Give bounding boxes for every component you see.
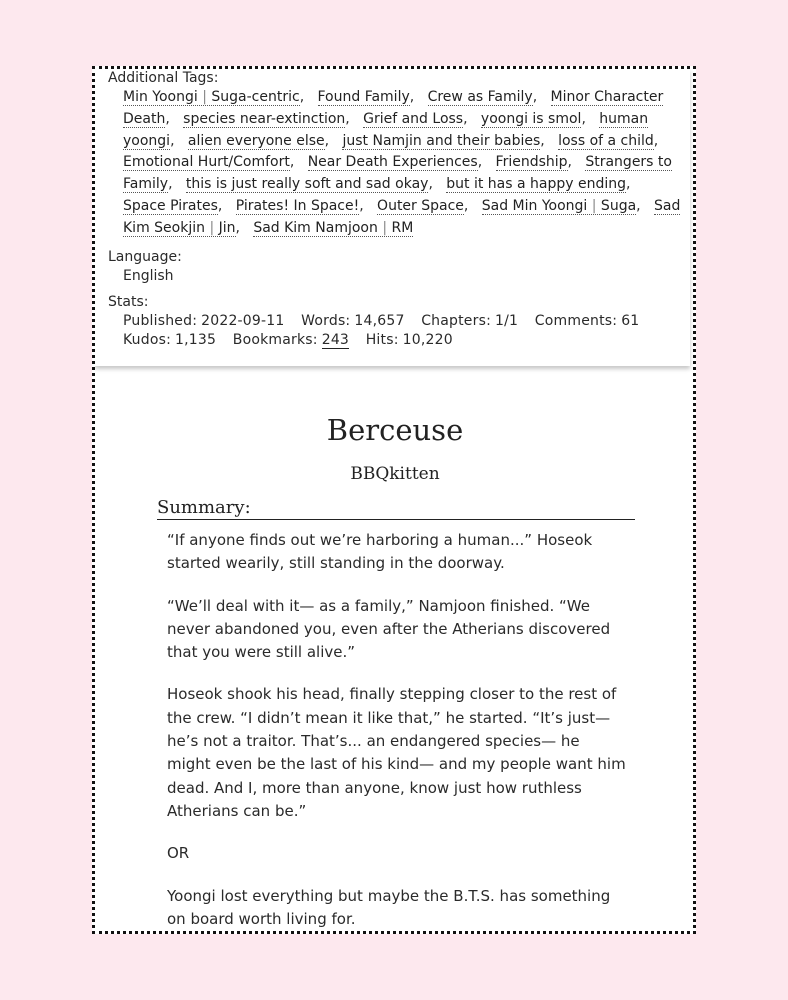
words-value: 14,657	[354, 313, 405, 329]
work-meta	[95, 69, 690, 366]
work-title: Berceuse	[326, 413, 464, 447]
hits-value: 10,220	[402, 332, 453, 348]
comments-value: 61	[621, 313, 640, 329]
tag-link[interactable]: Found Family	[317, 89, 410, 105]
tag-link[interactable]: Outer Space	[377, 197, 464, 214]
stats-line-2	[123, 331, 683, 350]
hits-label: Hits:	[365, 332, 399, 348]
tag-list: Min Yoongi | Suga-centric, Found Family, Crew as Family, Minor Character Death, species near-extinction, Grief and Loss, yoongi is smol, human yoongi, alien everyone else, just Namjin and their babies, loss of a child, Emotional Hurt/Comfort, Near Death Experiences, Friendship, Strangers to Family, this is just really soft and sad okay, but it has a happy ending, Space Pirates, Pirates! In Space!, Outer Space, Sad Min Yoongi | Suga, Sad Kim Seokjin | Jin, Sad Kim Namjoon | RM	[123, 89, 681, 236]
tag-link[interactable]: loss of a child	[558, 132, 654, 149]
tag-link[interactable]: Friendship	[495, 154, 568, 171]
summary-heading: Summary:	[157, 497, 635, 520]
tag-link[interactable]: Emotional Hurt/Comfort	[123, 154, 290, 171]
kudos-value: 1,135	[175, 332, 217, 348]
summary-paragraph: “We’ll deal with it— as a family,” Namjoon finished. “We never abandoned you, even after the Atherians discovered that you were still alive.”	[167, 596, 611, 662]
summary-body	[167, 529, 627, 934]
tag-link[interactable]: Near Death Experiences	[307, 154, 478, 171]
tag-link[interactable]: alien everyone else	[187, 132, 325, 149]
tag-link[interactable]: Pirates! In Space!	[235, 197, 360, 214]
tag-link[interactable]: this is just really soft and sad okay	[185, 176, 429, 193]
tag-link[interactable]: just Namjin and their babies	[342, 132, 541, 149]
language-label: Language:	[108, 249, 182, 265]
stats-label: Stats:	[108, 294, 149, 310]
additional-tags-label: Additional Tags:	[108, 70, 219, 86]
words-label: Words:	[301, 313, 351, 329]
bookmarks-label: Bookmarks:	[232, 332, 318, 348]
tag-link[interactable]: Minor Character Death	[123, 89, 664, 127]
kudos-label: Kudos:	[123, 332, 172, 348]
tag-link[interactable]: Sad Kim Seokjin | Jin	[123, 197, 681, 236]
published-value: 2022-09-11	[201, 313, 285, 329]
stats-line-1	[123, 312, 683, 331]
tag-link[interactable]: yoongi is smol	[480, 110, 582, 127]
summary-paragraph: Yoongi lost everything but maybe the B.T.S. has something on board worth living for.	[167, 886, 611, 928]
tag-link[interactable]: Strangers to Family	[123, 154, 672, 193]
tag-link[interactable]: species near-extinction	[183, 110, 346, 127]
chapters-value: 1/1	[495, 313, 519, 329]
summary-paragraph: “If anyone finds out we’re harboring a human...” Hoseok started wearily, still standing in the doorway.	[167, 531, 593, 573]
bookmarks-link[interactable]: 243	[321, 332, 350, 348]
comments-label: Comments:	[534, 313, 618, 329]
chapters-label: Chapters:	[421, 313, 491, 329]
tag-link[interactable]: Sad Min Yoongi | Suga	[481, 197, 637, 214]
work-frame	[92, 66, 696, 934]
tag-link[interactable]: Crew as Family	[427, 89, 533, 105]
tag-link[interactable]: Min Yoongi | Suga-centric	[123, 89, 300, 105]
tag-link[interactable]: Sad Kim Namjoon | RM	[253, 219, 414, 236]
stats-block	[123, 312, 683, 350]
tag-link[interactable]: but it has a happy ending	[446, 176, 626, 193]
published-label: Published:	[123, 313, 198, 329]
tag-link[interactable]: human yoongi	[123, 110, 649, 149]
summary-paragraph: OR	[167, 844, 190, 863]
work-author[interactable]: BBQkitten	[350, 464, 440, 484]
language-value: English	[123, 268, 174, 284]
tag-link[interactable]: Space Pirates	[123, 197, 218, 214]
summary-paragraph: Hoseok shook his head, finally stepping closer to the rest of the crew. “I didn’t mean it like that,” he started. “It’s just— he’s not a traitor. That’s... an endangered species— he might even be the last of his kind— and my people want him dead. And I, more than anyone, know just how ruthless Atherians can be.”	[167, 685, 626, 820]
tag-link[interactable]: Grief and Loss	[363, 110, 464, 127]
